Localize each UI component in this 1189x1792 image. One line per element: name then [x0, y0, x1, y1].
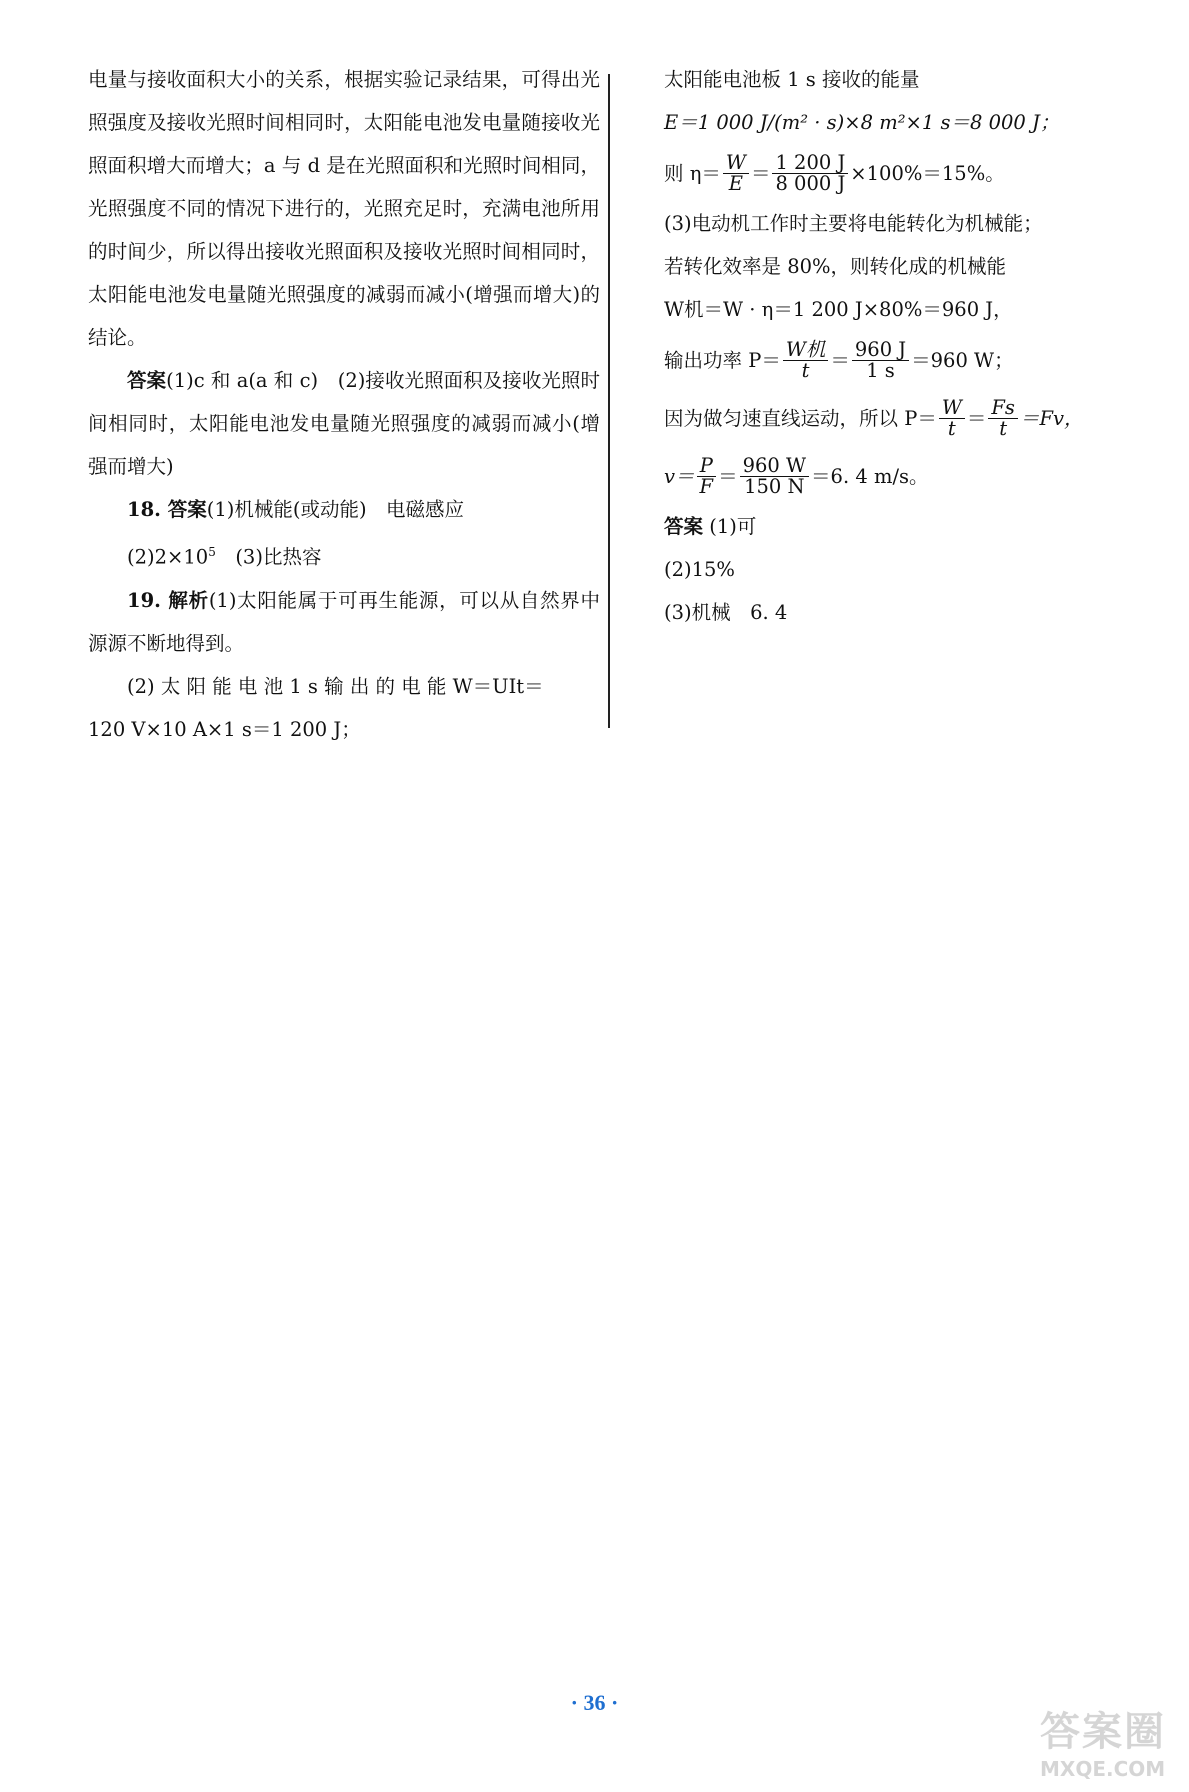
answer-text: (3)机械 6. 4 [664, 601, 788, 624]
numerator: 960 J [852, 340, 909, 361]
watermark-domain: MXQE.COM [1040, 1757, 1166, 1781]
answer-label: 答案 [664, 515, 704, 538]
equation-text: 输出功率 P＝ [664, 348, 781, 372]
fraction [783, 337, 829, 382]
power-equation [664, 331, 1100, 389]
numerator: 1 200 J [772, 153, 848, 174]
energy-equation [664, 101, 1100, 144]
analysis-19-part2 [88, 665, 600, 708]
answer-text: (2)15% [664, 558, 735, 581]
text-line: 光照充足时，充满电池所用的时间少，所以得出接收 [88, 197, 600, 263]
answer-18 [88, 488, 600, 531]
efficiency-equation [664, 144, 1100, 202]
text: (3)电动机工作时主要将电能转化为机械能； [664, 212, 1043, 235]
answer-text: (1)可 [709, 515, 757, 538]
numerator: Fs [988, 398, 1018, 419]
numerator: 960 W [740, 456, 809, 477]
equation-text: ＝ [966, 406, 987, 430]
analysis-19 [88, 579, 600, 665]
analysis-19-part2-cont [88, 708, 600, 751]
answer-line [664, 548, 1100, 591]
column-divider [608, 74, 610, 728]
numerator: W [723, 153, 749, 174]
denominator: E [728, 171, 744, 195]
text-line [664, 58, 1100, 101]
equation-text: ＝960 W； [911, 348, 1014, 372]
fraction [939, 395, 965, 440]
exponent: 5 [208, 545, 216, 559]
fraction [740, 453, 809, 498]
analysis-text: (2) 太 阳 能 电 池 1 s 输 出 的 电 能 W＝UIt＝ [127, 674, 544, 698]
question-label: 19. 解析 [127, 588, 209, 612]
equation-text: ＝ [830, 348, 850, 372]
text-line [664, 245, 1100, 288]
equation-text: v＝ [664, 464, 695, 488]
text-line [664, 202, 1100, 245]
answer-label: 答案 [127, 369, 167, 392]
denominator: t [801, 358, 810, 382]
fraction [772, 150, 848, 195]
answer-19 [664, 505, 1100, 548]
fraction [852, 337, 909, 382]
equation-text: ＝Fv， [1019, 406, 1084, 430]
denominator: 8 000 J [775, 171, 846, 195]
equation-text: ＝6. 4 m/s。 [811, 464, 929, 488]
numerator: W机 [783, 340, 829, 361]
numerator: P [697, 456, 716, 477]
question-label: 18. 答案 [127, 498, 207, 521]
denominator: t [999, 416, 1008, 440]
text-line: 随光照强度的减弱而减小(增强而增大)的结论。 [88, 283, 600, 349]
equation-text: ＝ [750, 161, 771, 185]
equation-text: 则 η＝ [664, 161, 721, 185]
answer-text: (3)比热容 [215, 545, 322, 569]
equation-text: ×100%＝15%。 [850, 161, 1005, 185]
paragraph-17-explanation [88, 58, 600, 359]
denominator: F [699, 474, 714, 498]
denominator: 1 s [866, 358, 895, 382]
answer-text: (1)机械能(或动能) 电磁感应 [206, 498, 465, 521]
fraction [697, 453, 717, 498]
equation-text: 因为做匀速直线运动，所以 P＝ [664, 406, 937, 430]
text: 太阳能电池板 1 s 接收的能量 [664, 68, 920, 91]
numerator: W [939, 398, 965, 419]
watermark-logo [1040, 1700, 1180, 1785]
text: 若转化效率是 80%，则转化成的机械能 [664, 255, 1007, 278]
velocity-equation [664, 447, 1100, 505]
answer-text: (1)c 和 a(a 和 c) (2)接收光照面积及接收光照时间相同时，太阳能电池发电量随光照强度的减弱而减小(增强而增大) [88, 369, 600, 478]
denominator: t [947, 416, 956, 440]
motion-equation [664, 389, 1100, 447]
equation-text: ＝ [718, 464, 738, 488]
denominator: 150 N [744, 474, 805, 498]
watermark-text: 答案圈 [1040, 1709, 1166, 1755]
right-column [664, 58, 1100, 634]
equation-text: E＝1 000 J/(m² · s)×8 m²×1 s＝8 000 J； [664, 111, 1060, 134]
answer-line [664, 591, 1100, 634]
text-line: 电量与接收面积大小的关系，根据实验记录结果，可 [88, 68, 542, 91]
answer-text: (2)2×10 [127, 545, 209, 569]
fraction [723, 150, 749, 195]
text-line: 积和光照时间相同，光照强度不同的情况下进行的， [88, 154, 600, 220]
fraction [988, 395, 1018, 440]
mechanical-energy-equation [664, 288, 1100, 331]
answer-18-line2 [88, 531, 600, 579]
equation-text: W机＝W · η＝1 200 J×80%＝960 J， [664, 298, 1013, 321]
left-column [88, 58, 600, 751]
text-line: 光照面积及接收光照时间相同时，太阳能电池发电量 [88, 240, 600, 306]
answer-17 [88, 359, 600, 488]
page-number: · 36 · [570, 1690, 619, 1715]
text-line: 电量随接收光照面积增大而增大；a 与 d 是在光照面 [88, 111, 600, 177]
text-line: 得出光照强度及接收光照时间相同时，太阳能电池发 [88, 68, 600, 134]
analysis-text: 120 V×10 A×1 s＝1 200 J； [88, 717, 361, 741]
analysis-text: (1)太阳能属于可再生能源，可以从自然界中源源不断地得到。 [88, 588, 600, 655]
